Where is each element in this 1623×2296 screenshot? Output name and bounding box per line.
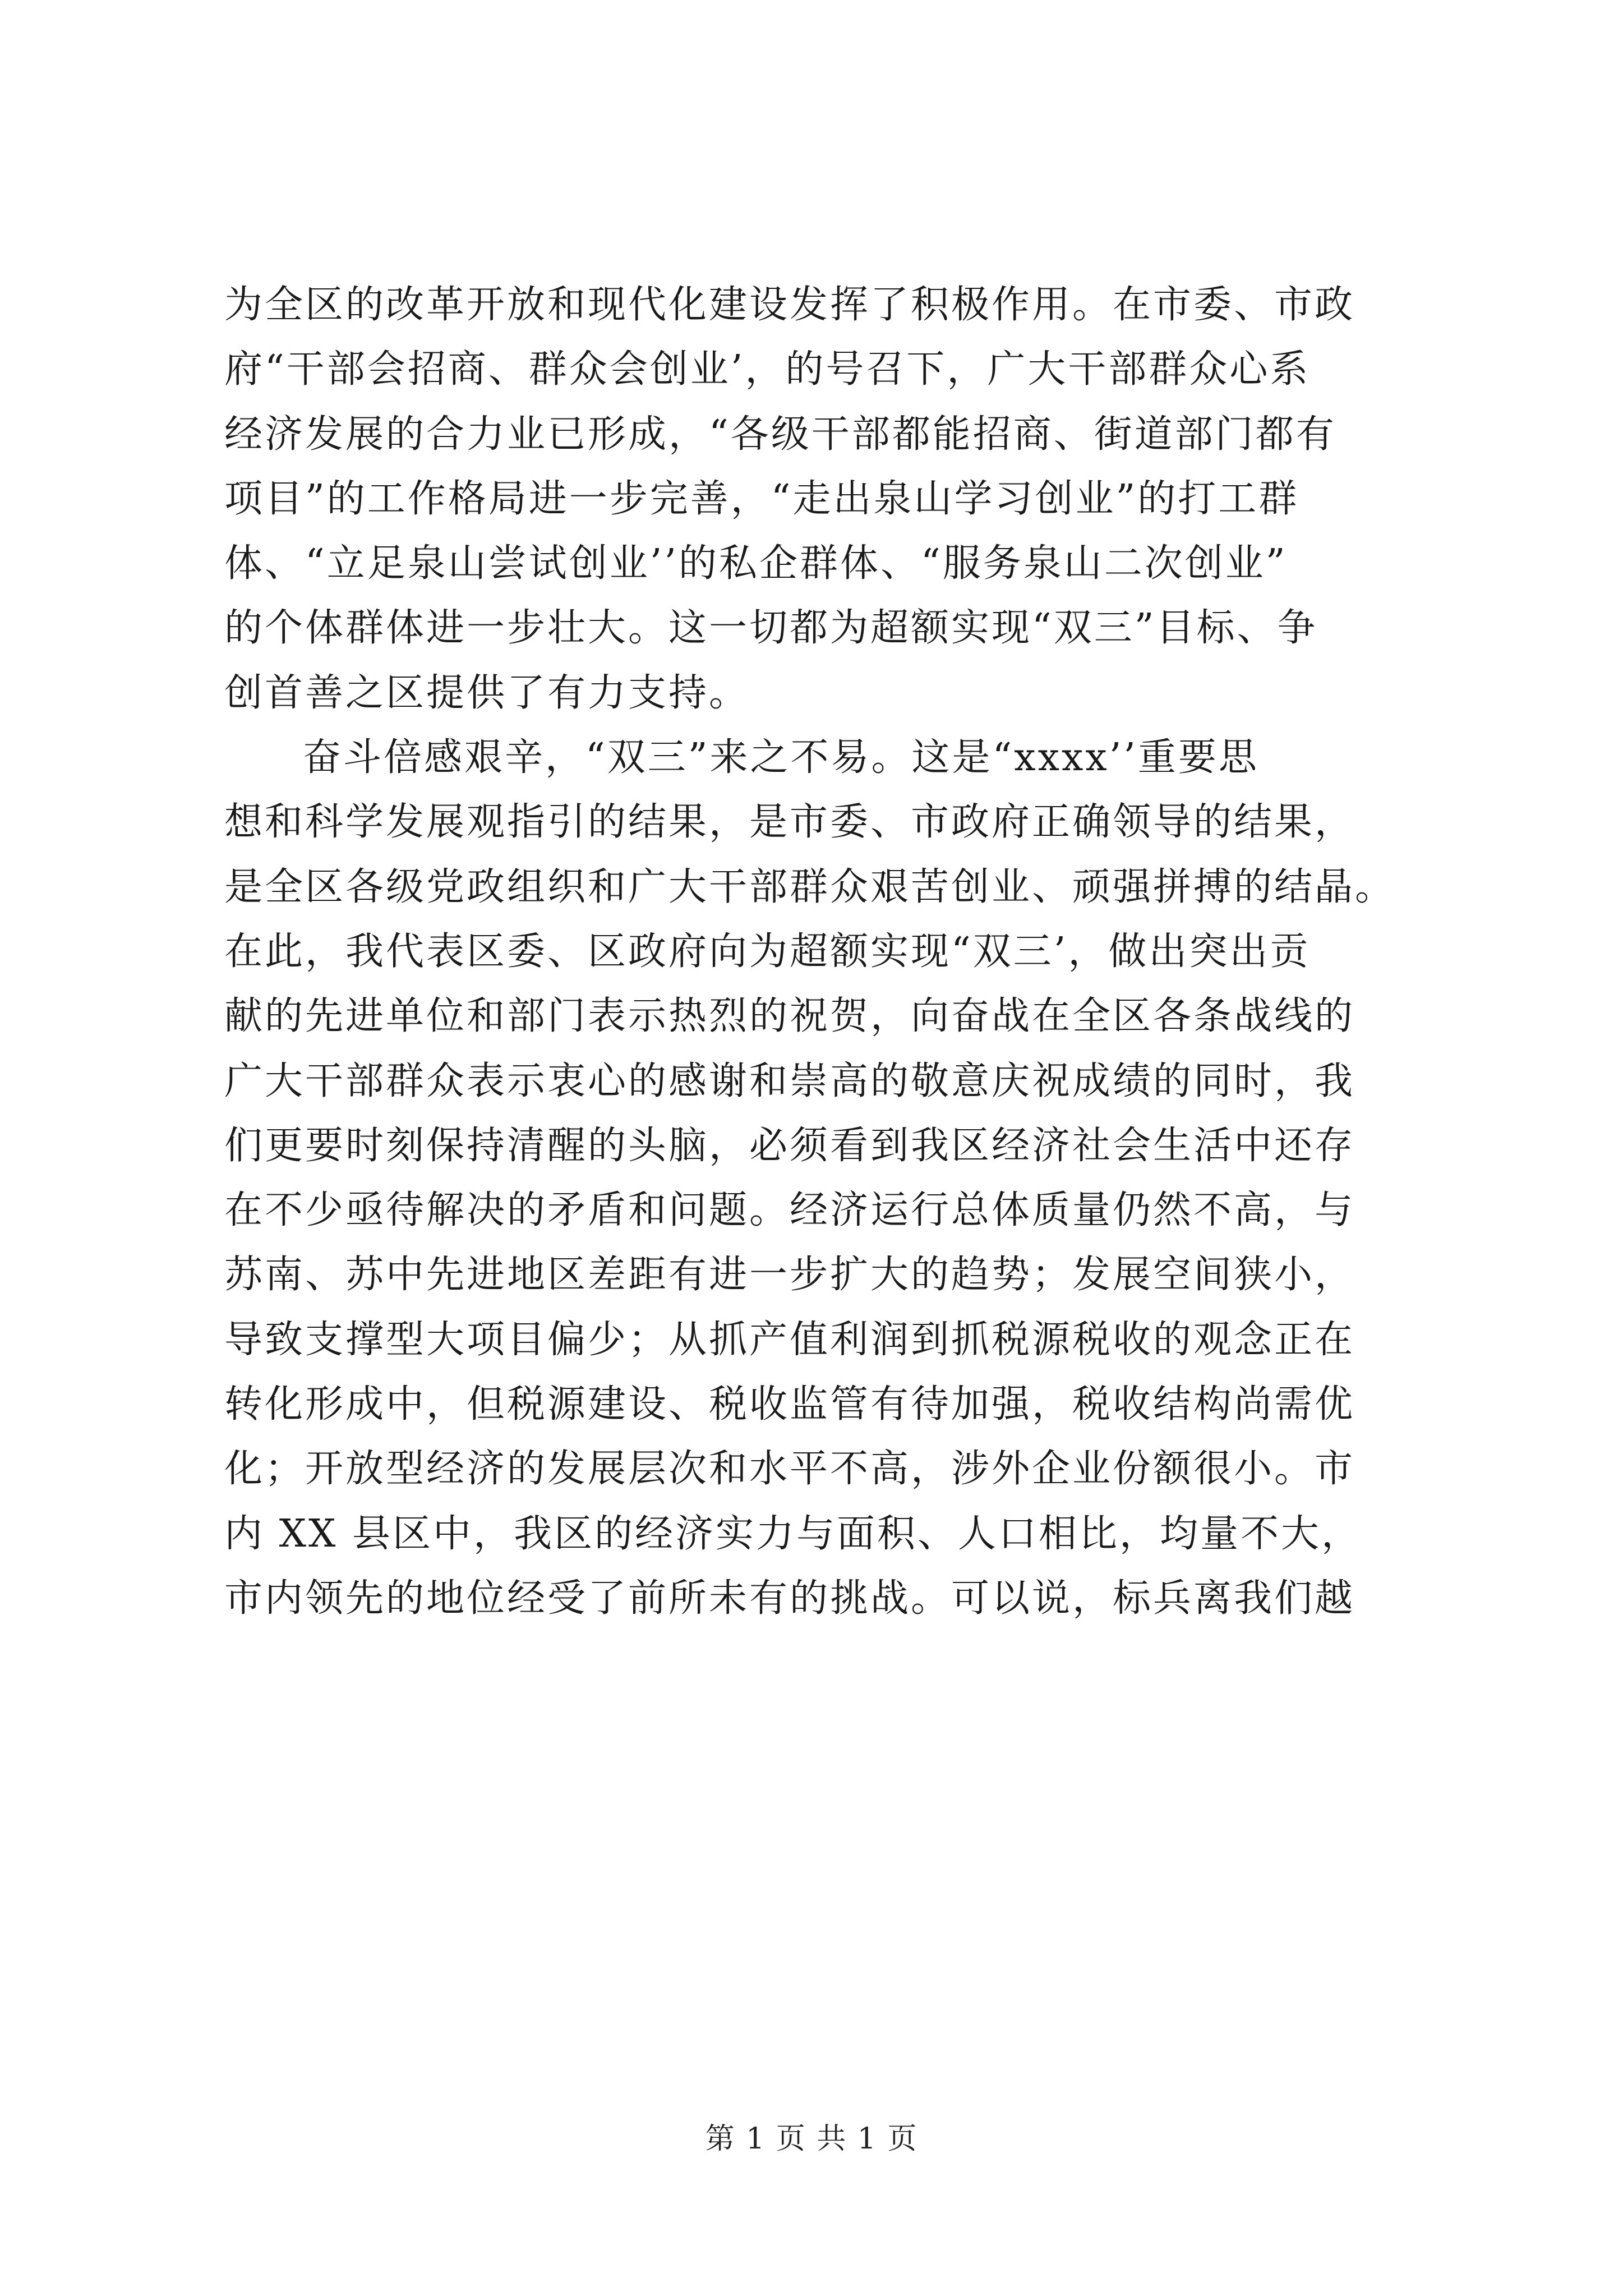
text-line: 化；开放型经济的发展层次和水平不高，涉外企业份额很小。市 (224, 1447, 1355, 1492)
text-line: 在不少亟待解决的矛盾和问题。经济运行总体质量仍然不高，与 (224, 1188, 1355, 1233)
text-line: 项目”的工作格局进一步完善，“走出泉山学习创业”的打工群 (224, 476, 1299, 521)
text-line: 的个体群体进一步壮大。这一切都为超额实现“双三”目标、争 (224, 606, 1318, 651)
text-line: 献的先进单位和部门表示热烈的祝贺，向奋战在全区各条战线的 (224, 994, 1355, 1039)
text-line: 苏南、苏中先进地区差距有进一步扩大的趋势；发展空间狭小， (224, 1253, 1355, 1297)
text-line: 体、“立足泉山尝试创业’’的私企群体、“服务泉山二次创业” (224, 541, 1288, 586)
text-line: 想和科学发展观指引的结果，是市委、市政府正确领导的结果， (224, 800, 1355, 845)
text-line: 在此，我代表区委、区政府向为超额实现“双三’，做出突出贡 (224, 929, 1311, 974)
body-text (224, 273, 1424, 1631)
text-line: 广大干部群众表示衷心的感谢和崇高的敬意庆祝成绩的同时，我 (224, 1059, 1355, 1103)
text-line: 内 XX 县区中，我区的经济实力与面积、人口相比，均量不大， (224, 1511, 1362, 1556)
page-footer: 第 1 页 共 1 页 (705, 2122, 918, 2156)
text-line: 市内领先的地位经受了前所未有的挑战。可以说，标兵离我们越 (224, 1576, 1355, 1621)
text-line: 是全区各级党政组织和广大干部群众艰苦创业、顽强拼搏的结晶。 (224, 864, 1396, 909)
text-line: 创首善之区提供了有力支持。 (224, 670, 750, 715)
text-line: 为全区的改革开放和现代化建设发挥了积极作用。在市委、市政 (224, 283, 1355, 327)
paragraph-first-line: 奋斗倍感艰辛，“双三”来之不易。这是“xxxx’’重要思 (303, 735, 1259, 780)
text-line: 经济发展的合力业已形成，“各级干部都能招商、街道部门都有 (224, 412, 1336, 457)
text-line: 转化形成中，但税源建设、税收监管有待加强，税收结构尚需优 (224, 1382, 1355, 1427)
text-line: 们更要时刻保持清醒的头脑，必须看到我区经济社会生活中还存 (224, 1123, 1355, 1168)
text-line: 府“干部会招商、群众会创业’，的号召下，广大干部群众心系 (224, 347, 1311, 392)
text-line: 导致支撑型大项目偏少；从抓产值利润到抓税源税收的观念正在 (224, 1317, 1355, 1362)
